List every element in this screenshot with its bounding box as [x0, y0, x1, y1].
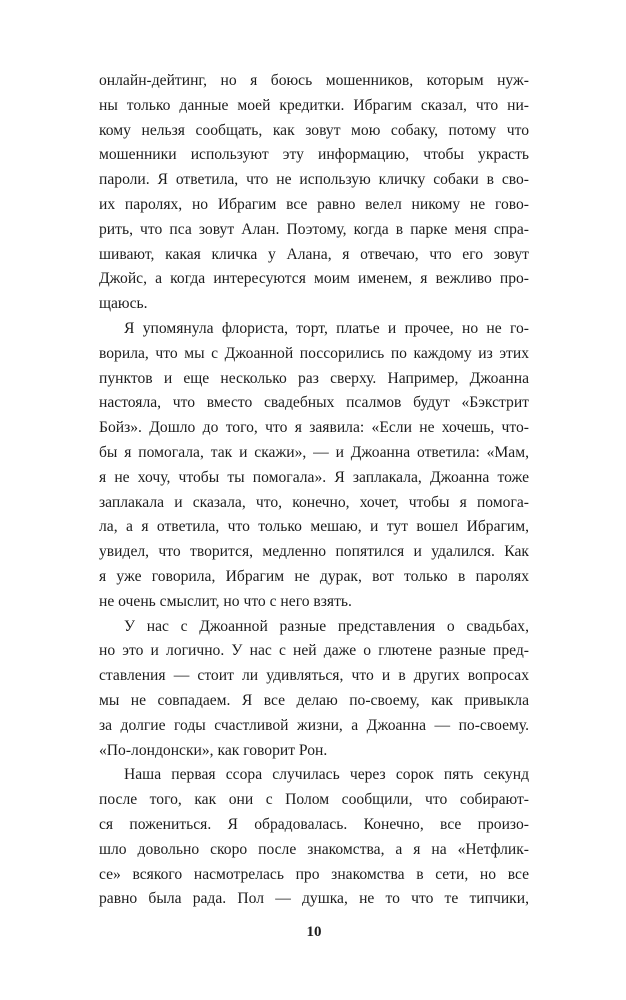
page-number: 10 — [306, 924, 322, 940]
text-line: ворила, что мы с Джоанной поссорились по каждому из этих — [99, 344, 529, 362]
text-line: шивают, какая кличка у Алана, я отвечаю, что его зовут — [99, 245, 529, 263]
text-line: их паролях, но Ибрагим все равно велел никому не гово- — [99, 195, 529, 213]
text-line: пунктов и еще несколько раз сверху. Например, Джоанна — [99, 369, 529, 387]
text-line: равно была рада. Пол — душка, не то что те типчики, — [99, 890, 529, 908]
text-line: бы я помогала, так и скажи», — и Джоанна ответила: «Мам, — [99, 443, 529, 461]
text-line: ся пожениться. Я обрадовалась. Конечно, все произо- — [99, 815, 529, 833]
text-line: мошенники используют эту информацию, чтобы украсть — [99, 146, 529, 164]
text-line: Я упомянула флориста, торт, платье и прочее, но не го- — [124, 319, 529, 337]
text-line: У нас с Джоанной разные представления о свадьбах, — [124, 617, 529, 635]
text-line: за долгие годы счастливой жизни, а Джоанна — по-своему. — [99, 716, 529, 734]
text-line: шло довольно скоро после знакомства, а я на «Нетфлик- — [99, 840, 529, 858]
page-text — [99, 69, 529, 912]
text-line: я не хочу, чтобы ты помогала». Я заплакала, Джоанна тоже — [99, 468, 529, 486]
text-line: «По-лондонски», как говорит Рон. — [99, 741, 328, 759]
text-line: Наша первая ссора случилась через сорок пять секунд — [124, 766, 529, 784]
text-line: кому нельзя сообщать, как зовут мою собаку, потому что — [99, 121, 529, 139]
text-line: не очень смыслит, но что с него взять. — [99, 592, 352, 610]
text-line: Джойс, а когда интересуются моим именем, я вежливо про- — [99, 270, 529, 288]
text-line: ла, а я ответила, что только мешаю, и тут вошел Ибрагим, — [99, 518, 529, 536]
text-line: щаюсь. — [99, 295, 148, 313]
text-line: заплакала и сказала, что, конечно, хочет, чтобы я помога- — [99, 493, 529, 511]
text-line: се» всякого насмотрелась про знакомства в сети, но все — [99, 865, 529, 883]
text-line: ставления — стоит ли удивляться, что и в других вопросах — [99, 667, 529, 685]
text-line: увидел, что творится, медленно попятился и удалился. Как — [99, 543, 529, 561]
text-line: Бойз». Дошло до того, что я заявила: «Если не хочешь, что- — [99, 419, 529, 437]
text-line: настояла, что вместо свадебных псалмов будут «Бэкстрит — [99, 394, 529, 412]
text-line: пароли. Я ответила, что не использую кличку собаки в сво- — [99, 171, 529, 189]
text-line: ны только данные моей кредитки. Ибрагим сказал, что ни- — [99, 96, 529, 114]
text-line: онлайн-дейтинг, но я боюсь мошенников, которым нуж- — [99, 72, 529, 89]
text-line: рить, что пса зовут Алан. Поэтому, когда в парке меня спра- — [99, 220, 529, 238]
text-line: мы не совпадаем. Я все делаю по-своему, как привыкла — [99, 691, 529, 709]
text-line: я уже говорила, Ибрагим не дурак, вот только в паролях — [99, 567, 529, 585]
text-line: но это и логично. У нас с ней даже о глютене разные пред- — [99, 642, 529, 660]
text-line: после того, как они с Полом сообщили, что собирают- — [99, 791, 529, 809]
